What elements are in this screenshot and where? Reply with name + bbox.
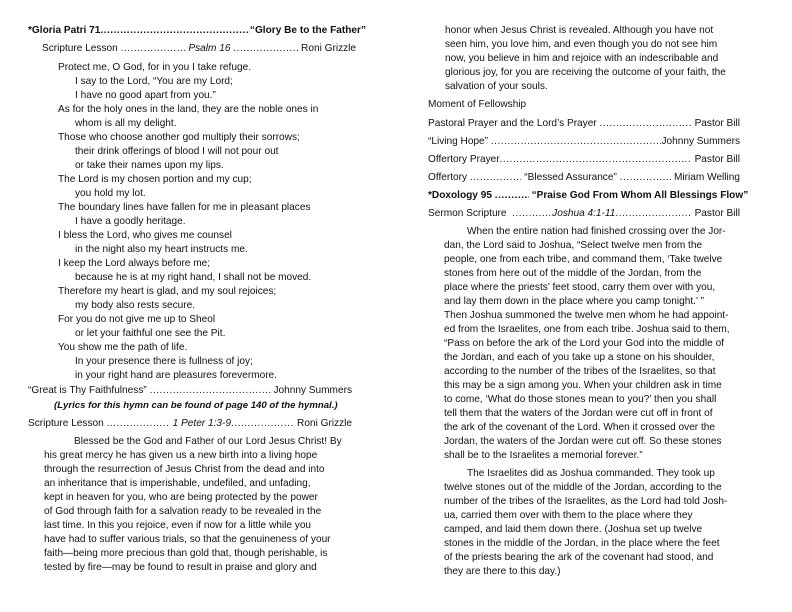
hymn-number: *Gloria Patri 71 <box>28 25 101 36</box>
hymn-great-is-thy-faithfulness-line <box>28 384 352 398</box>
joshua-line: camped, and laid them down there. (Joshua set up twelve <box>444 524 703 535</box>
peter-line: seen him, you love him, and even though you do not see him <box>445 39 718 50</box>
psalm-line: Therefore my heart is glad, and my soul rejoices; <box>58 286 277 297</box>
item-label: Offertory <box>428 172 468 183</box>
joshua-line: and lay them down in the place where you camp tonight.’ ” <box>444 296 704 307</box>
psalm-line: or take their names upon my lips. <box>75 160 224 171</box>
leader-dots <box>150 384 271 398</box>
peter-line: honor when Jesus Christ is revealed. Although you have not <box>445 25 714 36</box>
leader-dots <box>121 42 186 56</box>
sermon-scripture-line <box>428 207 740 221</box>
joshua-line: The Israelites did as Joshua commanded. They took up <box>467 468 715 479</box>
joshua-line: number of the tribes of the Israelites, as the Lord had told Josh- <box>444 496 728 507</box>
leader-dots <box>231 417 294 431</box>
psalm-line: you hold my lot. <box>75 188 146 199</box>
peter-line: have had to suffer various trials, so that the genuineness of your <box>44 534 331 545</box>
psalm-line: in your right hand are pleasures forevermore. <box>75 370 277 381</box>
song-singer: Johnny Summers <box>661 136 740 147</box>
peter-line: faith—being more precious than gold that, though perishable, is <box>44 548 328 559</box>
offertory-performer: Miriam Welling <box>674 172 741 183</box>
item-label: Offertory Prayer <box>428 154 500 165</box>
psalm-line: because he is at my right hand, I shall not be moved. <box>75 272 312 283</box>
psalm-line: I have a goodly heritage. <box>75 216 186 227</box>
joshua-line: Then Joshua summoned the twelve men whom he had appoint- <box>444 310 729 321</box>
psalm-line: I say to the Lord, “You are my Lord; <box>75 76 233 87</box>
leader-dots <box>620 171 672 185</box>
hymn-title: “Great is Thy Faithfulness” <box>28 385 147 396</box>
leader-dots <box>100 24 250 38</box>
lesson-reader: Roni Grizzle <box>301 43 357 54</box>
leader-dots <box>107 417 170 431</box>
joshua-line: place where the priests’ feet stood, carry them over with you, <box>444 282 716 293</box>
peter-line: tested by fire—may be found to result in praise and glory and <box>44 562 317 573</box>
peter-line: his great mercy he has given us a new birth into a living hope <box>44 450 318 461</box>
leader-dots <box>491 135 662 149</box>
leader-dots <box>470 171 522 185</box>
leader-dots <box>495 189 529 203</box>
joshua-line: tell them that the waters of the Jordan were cut off in front of <box>444 408 713 419</box>
peter-line: through the resurrection of Jesus Christ from the dead and into <box>44 464 325 475</box>
peter-line: salvation of your souls. <box>445 81 548 92</box>
psalm-line: You show me the path of life. <box>58 342 188 353</box>
leader-dots <box>500 153 692 167</box>
leader-dots <box>600 117 692 131</box>
joshua-line: the ark of the covenant of the Lord. When it crossed over the <box>444 422 716 433</box>
psalm-line: or let your faithful one see the Pit. <box>75 328 226 339</box>
hymnal-note: (Lyrics for this hymn can be found of page 140 of the hymnal.) <box>54 400 338 411</box>
gloria-patri-line <box>28 24 366 38</box>
joshua-line: stones in the middle of the Jordan, in the place where the feet <box>444 538 720 549</box>
psalm-line: In your presence there is fullness of joy; <box>75 356 253 367</box>
psalm-line: The Lord is my chosen portion and my cup; <box>58 174 252 185</box>
joshua-line: Jordan, the waters of the Jordan were cut off. So these stones <box>444 436 722 447</box>
joshua-line: ua, carried them over with them to the place where they <box>444 510 693 521</box>
psalm-line: For you do not give me up to Sheol <box>58 314 216 325</box>
offertory-line <box>428 171 740 185</box>
pastoral-prayer-line <box>428 117 740 131</box>
lesson-label: Scripture Lesson <box>28 418 104 429</box>
hymn-singer: Johnny Summers <box>273 385 352 396</box>
item-leader: Pastor Bill <box>694 118 740 129</box>
sermon-reference: Joshua 4:1-11 <box>552 208 616 219</box>
joshua-line: the Jordan, and each of you take up a stone on his shoulder, <box>444 352 715 363</box>
scripture-lesson-peter-line <box>28 417 352 431</box>
item-label: Sermon Scripture <box>428 208 507 219</box>
leader-dots <box>615 207 691 221</box>
joshua-line: this may be a sign among you. When your children ask in time <box>444 380 722 391</box>
joshua-line: of the priests bearing the ark of the covenant had stood, and <box>444 552 714 563</box>
item-leader: Pastor Bill <box>694 208 740 219</box>
psalm-line: I bless the Lord, who gives me counsel <box>58 230 232 241</box>
leader-dots <box>512 207 552 221</box>
peter-line: glorious joy, for you are receiving the outcome of your faith, the <box>445 67 726 78</box>
joshua-line: “Pass on before the ark of the Lord your God into the middle of <box>444 338 724 349</box>
psalm-line: The boundary lines have fallen for me in pleasant places <box>58 202 311 213</box>
joshua-line: according to the number of the tribes of the Israelites, so that <box>444 366 716 377</box>
moment-of-fellowship: Moment of Fellowship <box>428 99 527 110</box>
psalm-line: their drink offerings of blood I will not pour out <box>75 146 279 157</box>
lesson-label: Scripture Lesson <box>42 43 118 54</box>
lesson-reference: 1 Peter 1:3-9 <box>172 418 231 429</box>
peter-line: Blessed be the God and Father of our Lord Jesus Christ! By <box>74 436 342 447</box>
lesson-reference: Psalm 16 <box>188 43 231 54</box>
lesson-reader: Roni Grizzle <box>297 418 353 429</box>
song-title: “Living Hope” <box>428 136 489 147</box>
hymn-title: “Praise God From Whom All Blessings Flow” <box>531 190 749 201</box>
psalm-line: Protect me, O God, for in you I take refuge. <box>58 62 251 73</box>
joshua-line: When the entire nation had finished crossing over the Jor- <box>467 226 726 237</box>
peter-line: last time. In this you rejoice, even if now for a little while you <box>44 520 312 531</box>
psalm-line: I have no good apart from you.” <box>75 90 216 101</box>
offertory-prayer-line <box>428 153 740 167</box>
psalm-line: whom is all my delight. <box>75 118 177 129</box>
joshua-line: dan, the Lord said to Joshua, “Select twelve men from the <box>444 240 703 251</box>
item-leader: Pastor Bill <box>694 154 740 165</box>
peter-line: now, you believe in him and rejoice with an indescribable and <box>445 53 719 64</box>
joshua-line: people, one from each tribe, and command them, ‘Take twelve <box>444 254 723 265</box>
joshua-line: ed from the Israelites, one from each tribe. Joshua said to them, <box>444 324 730 335</box>
psalm-line: Those who choose another god multiply their sorrows; <box>58 132 300 143</box>
psalm-line: my body also rests secure. <box>75 300 196 311</box>
joshua-line: twelve stones out of the middle of the Jordan, according to the <box>444 482 722 493</box>
hymn-number: *Doxology 95 <box>428 190 492 201</box>
item-label: Pastoral Prayer and the Lord’s Prayer <box>428 118 597 129</box>
offertory-title: “Blessed Assurance” <box>524 172 617 183</box>
psalm-line: in the night also my heart instructs me. <box>75 244 248 255</box>
peter-line: kept in heaven for you, who are being protected by the power <box>44 492 318 503</box>
joshua-line: to come, ‘What do those stones mean to you?’ then you shall <box>444 394 717 405</box>
psalm-line: As for the holy ones in the land, they are the noble ones in <box>58 104 319 115</box>
hymn-title: “Glory Be to the Father” <box>249 25 366 36</box>
joshua-line: they are there to this day.) <box>444 566 561 577</box>
peter-line: of God through faith for a salvation ready to be revealed in the <box>44 506 322 517</box>
joshua-line: stones from here out of the middle of the Jordan, from the <box>444 268 702 279</box>
living-hope-line <box>428 135 740 149</box>
leader-dots <box>233 42 298 56</box>
joshua-line: shall be to the Israelites a memorial forever.” <box>444 450 643 461</box>
scripture-lesson-psalm-line <box>42 42 356 56</box>
psalm-line: I keep the Lord always before me; <box>58 258 211 269</box>
doxology-line <box>428 189 749 203</box>
peter-line: an inheritance that is imperishable, undefiled, and unfading, <box>44 478 311 489</box>
